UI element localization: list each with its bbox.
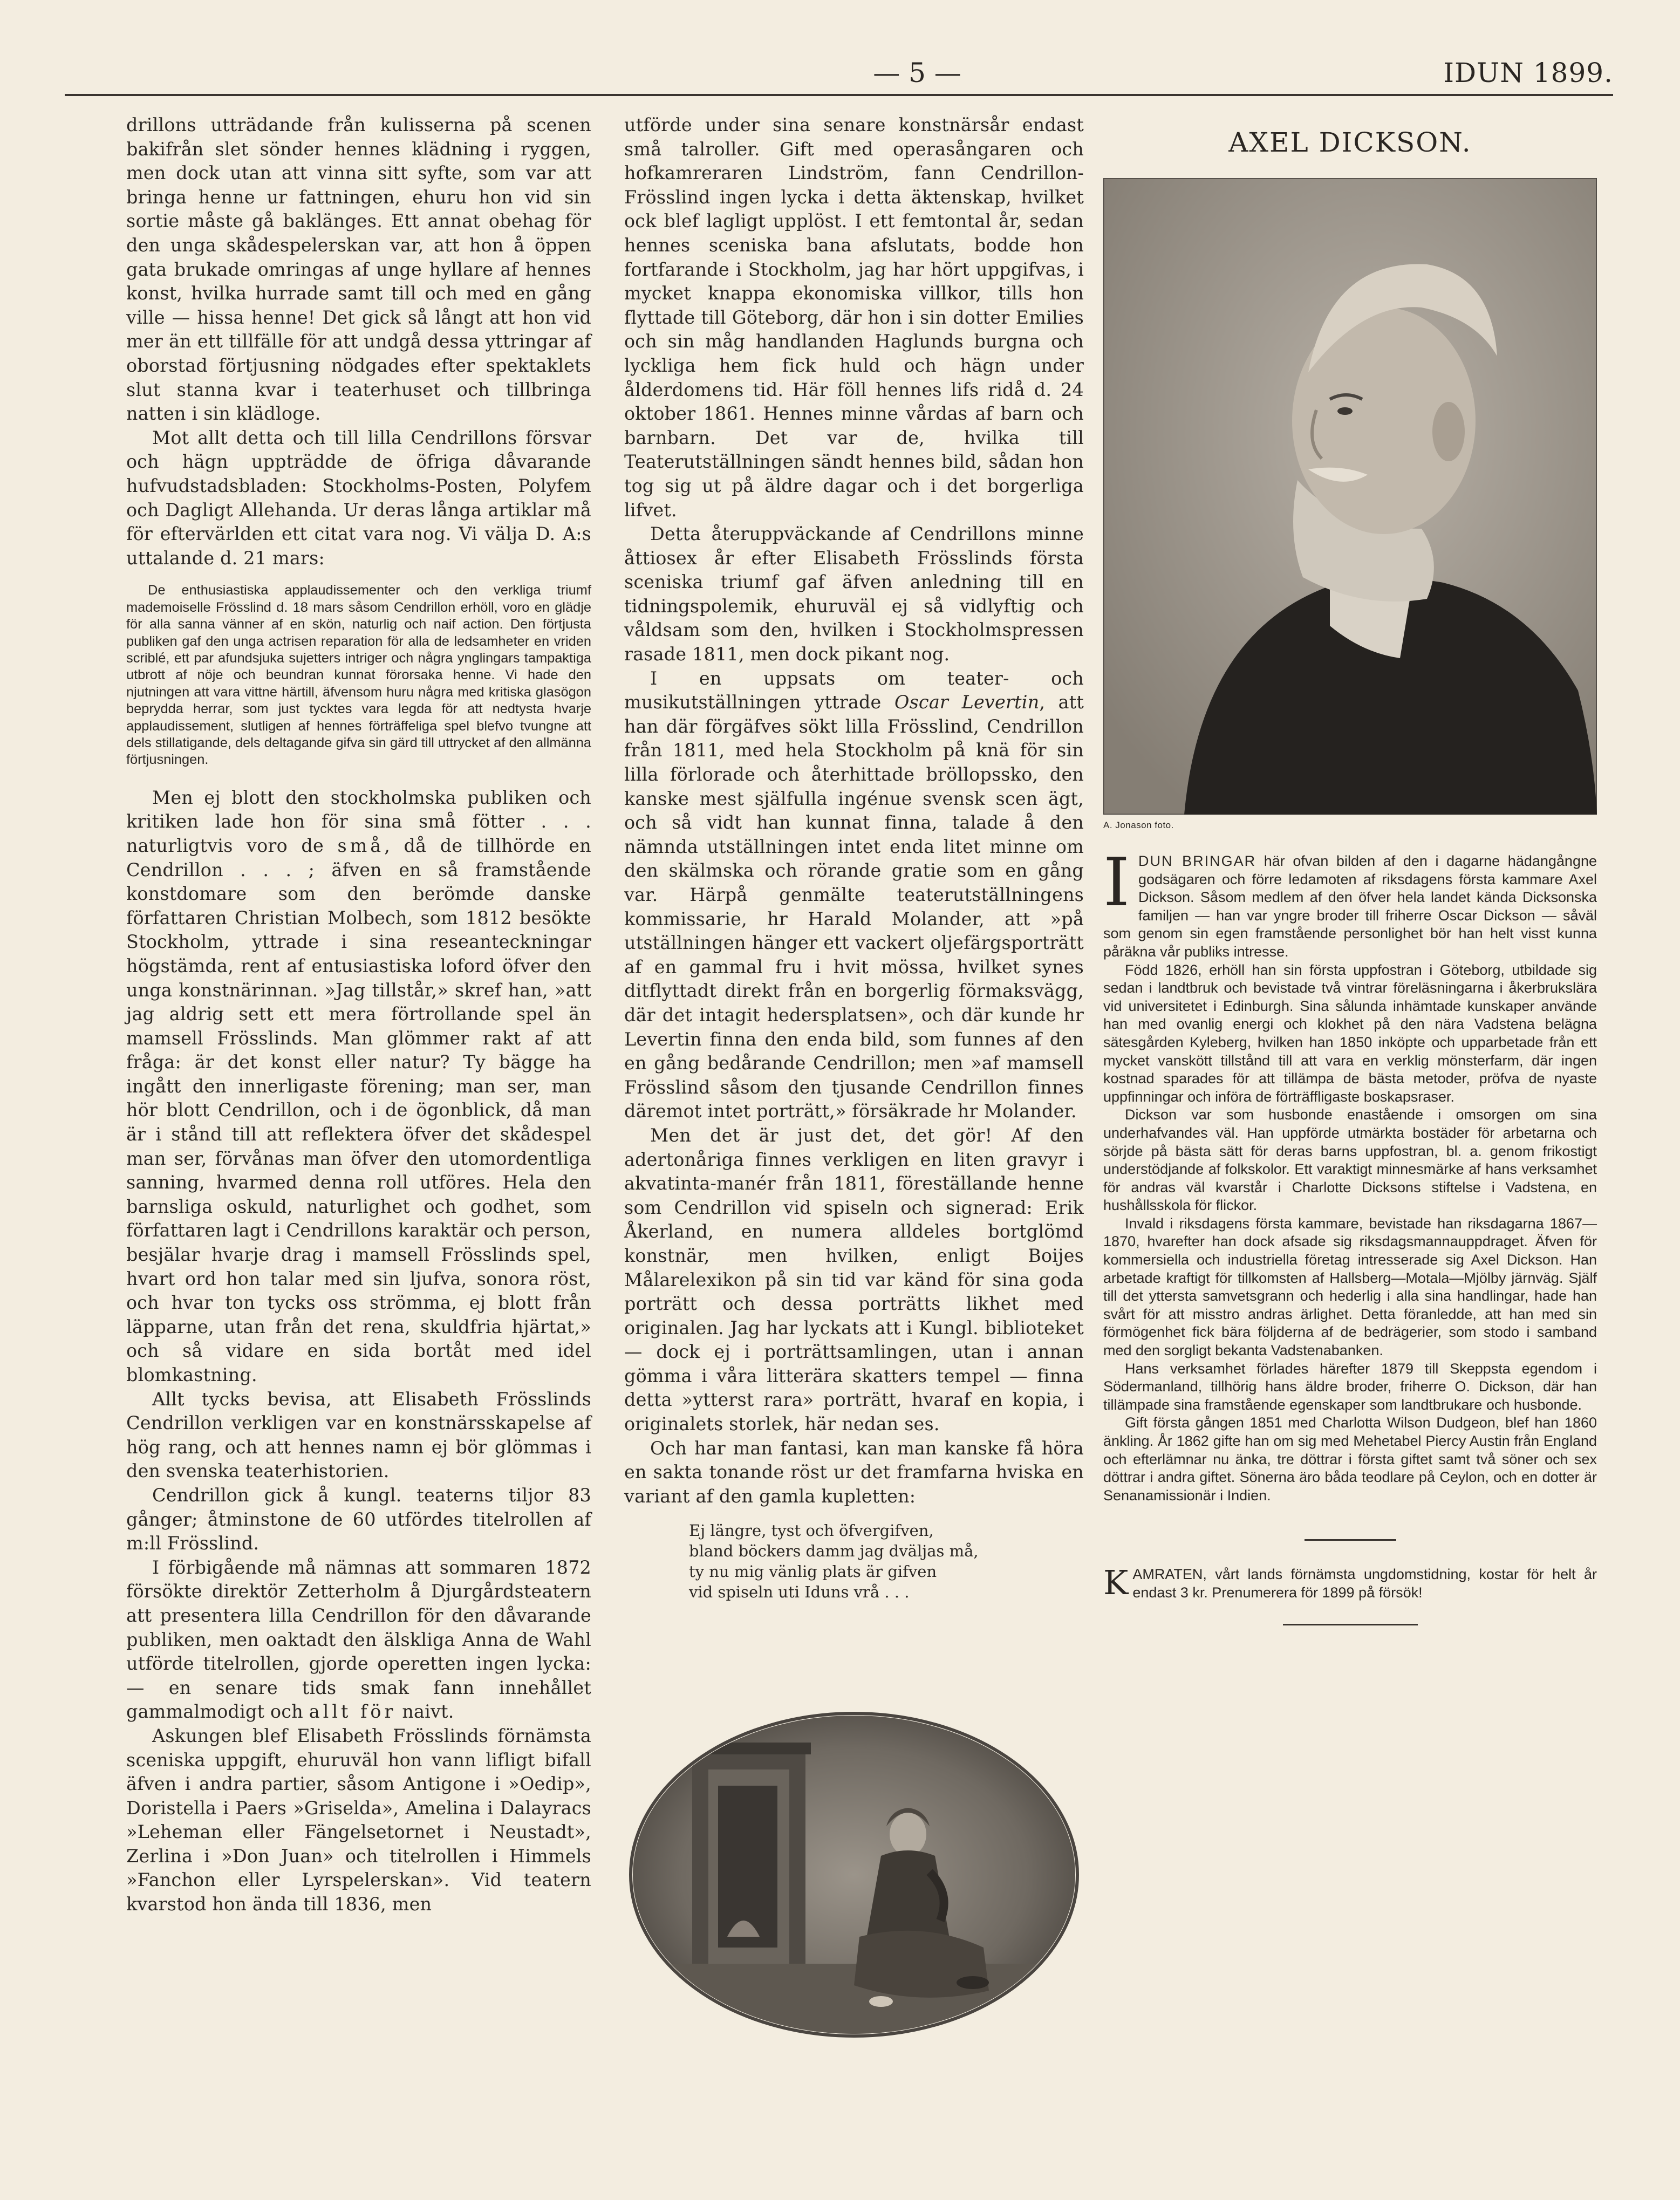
column-2 [624, 113, 1084, 1602]
text-run: , att han där förgäfves sökt lilla Frösslind, Cendrillon från 1811, med hela Stockholm på knä för sin lilla förlorade och återhittade bröllopssko, den kanske mest själfulla ingénue svensk scen ägt, och så vidt han kunnat finna, talade å den nämnda utställningen intet enda litet minne om den skälmska och rörande gratie som en gång var. Härpå genmälte teaterutställningens kommissarie, hr Harald Molander, att »på utställningen hänger ett vackert oljefärgsporträtt af en gammal fru i hvit mössa, hvilket synes ditflyttadt direkt från en borgerlig förmaksvägg, där det intagit hedersplatsen», och där kunde hr Levertin finna den enda bild, som funnes af den en gång bedårande Cendrillon; men »af mamsell Frösslind såsom den tjusande Cendrillon finnes däremot intet porträtt,» försäkrade hr Molander. [624, 692, 1084, 1122]
paragraph: Men det är just det, det gör! Af den adertonåriga finnes verkligen en liten gravyr i akvatinta-manér från 1811, föreställande henne som Cendrillon vid spiseln och signerad: Erik Åkerland, en numera alldeles bortglömd konstnär, men hvilken, enligt Boijes Målarelexikon på sin tid var känd för sina goda porträtt och dessa porträtts likhet med originalen. Jag har lyckats att i Kungl. biblioteket — dock ej i porträttsamlingen, utan i annan gömma i våra litterära skatters tempel — finna detta »ytterst rara» porträtt, hvaraf en kopia, i originalets storlek, här nedan ses. [624, 1124, 1084, 1435]
verse-line: Ej längre, tyst och öfvergifven, [689, 1521, 934, 1540]
spaced-word: allt för [309, 1701, 397, 1723]
running-head: IDUN 1899. [1443, 57, 1613, 88]
portrait-title: AXEL DICKSON. [1228, 127, 1472, 158]
page-header [65, 54, 1613, 96]
page-number: — 5 — [873, 57, 961, 88]
paragraph: Gift första gången 1851 med Charlotta Wilson Dudgeon, blef han 1860 änkling. År 1862 gifte han om sig med Mehetabel Piercy Austin från England och efterlämnar nu änka, tre döttrar i första giftet samt två söner och sex döttrar i andra giftet. Sönerna äro båda teodlare på Ceylon, och en dotter är Senanamissionär i Indien. [1103, 1415, 1597, 1504]
italic-name: Oscar Levertin [894, 692, 1040, 713]
cendrillon-engraving [627, 1710, 1081, 2039]
verse-line: ty nu mig vänlig plats är gifven [689, 1562, 937, 1581]
section-divider [1283, 1624, 1418, 1625]
text-run: I en uppsats om teater- och musikutställningen yttrade [624, 667, 1084, 713]
cendrillon-engraving-image [627, 1710, 1081, 2039]
text-run: Men ej blott den stockholmska publiken och kritiken lade hon för sina små fötter . . . naturligtvis voro de [126, 787, 591, 856]
paragraph: Och har man fantasi, kan man kanske få höra en sakta tonande röst ur det framfarna hviska en variant af den gamla kupletten: [624, 1437, 1084, 1507]
paragraph: Allt tycks bevisa, att Elisabeth Frösslinds Cendrillon verkligen var en konstnärsskapelse af hög rang, och att hennes namn ej bör glömmas i den svenska teaterhistorien. [126, 1388, 591, 1482]
section-divider [1305, 1539, 1396, 1541]
paragraph [126, 1556, 591, 1724]
dickson-biography [1103, 844, 1597, 1505]
drop-cap: I [1103, 844, 1130, 921]
column-2-text [624, 113, 1084, 1508]
paragraph: Askungen blef Elisabeth Frösslinds förnämsta sceniska uppgift, ehuruväl hon vann lifligt bifall äfven i andra partier, såsom Antigone i »Oedip», Doristella i Paers »Griselda», Amelina i Dalayracs »Leheman eller Fängelsetornet i Neustadt», Zerlina i »Don Juan» och titelrollen i Himmels »Fanchon eller Lyrspelerskan». Vid teatern kvarstod hon ända till 1836, men [126, 1725, 591, 1915]
verse-line: bland böckers damm jag dväljas må, [689, 1542, 979, 1561]
paragraph: Mot allt detta och till lilla Cendrillons försvar och hägn uppträdde de öfriga dåvarande hufvudstadsbladen: Stockholms-Posten, Polyfem och Dagligt Allehanda. Ur deras långa artiklar må för eftervärlden ett citat vara nog. Vi välja D. A:s uttalande d. 21 mars: [126, 427, 591, 569]
photo-credit: A. Jonason foto. [1103, 820, 1174, 830]
verse [624, 1520, 1084, 1602]
quote-text: De enthusiastiska applaudissementer och den verkliga triumf mademoiselle Frösslind d. 18 mars såsom Cendrillon erhöll, voro en glädje för alla sanna vänner af en skön, naturlig och naif action. Den förtjusta publiken gaf den unga actrisen reparation för alla de ledsamheter en vriden scriblé, ett par afundsjuka sujetters intriger och några ynglingars tampaktiga utbrott af nöje och beundran kunnat förorsaka henne. Vi hade den njutningen att vara vittne härtill, äfvensom huru några med kritiska glasögon beprydda herrar, som just tycktes vara legda för att nedtysta hvarje applaudissement, slutligen af hennes förträffeliga spel blefvo tvungne att dels stillatigande, dels deltagande gifva sin gärd till uttrycket af den allmänna förtjusningen. [126, 583, 591, 768]
paragraph: Invald i riksdagens första kammare, bevistade han riksdagarna 1867—1870, hvarefter han dock afsade sig riksdagsmannauppdraget. Äfven för kommersiella och industriella företag intresserade sig Axel Dickson. Han arbetade kraftigt för tillkomsten af Hallsberg—Motala—Mjölby järnväg. Själf till det yttersta samvetsgrann och hederlig i alla sina handlingar, hade han svårt för att misstro andras ärlighet. Detta föranledde, att han med sin förmögenhet fick bära följderna af de bedrägerier, som stodo i samband med den sorgligt bekanta Vadstenabanken. [1103, 1215, 1597, 1359]
kamraten-notice [1103, 1563, 1597, 1603]
text-run: I förbigående må nämnas att sommaren 1872 försökte direktör Zetterholm å Djurgårdsteatern att presentera lilla Cendrillon för den dåvarande publiken, men oaktadt den älskliga Anna de Wahl utförde titelrollen, gjorde operetten ingen lycka: — en senare tids smak fann innehållet gammalmodigt och [126, 1556, 591, 1723]
paragraph: Född 1826, erhöll han sin första uppfostran i Göteborg, utbildade sig sedan i landtbruk och bevistade två vintrar föreläsningarna i åkerbrukslära vid universitetet i Edinburgh. Sina sålunda inhämtade kunskaper använde han med ovanlig energi och klokhet på den nära Vadstena belägna sätesgården Kyleberg, hvilken han 1850 inköpte och upparbetade från ett mycket vanskött tillstånd till att vara en verklig mönsterfarm, där ingen kostnad sparades för att tillämpa de bästa metoder, pröfva de nyaste uppfinningar och införa de förträffligaste boskapsraser. [1103, 961, 1597, 1105]
paragraph: Dickson var som husbonde enastående i omsorgen om sina underhafvandes väl. Han uppförde utmärkta bostäder för arbetarna och sörjde på bästa sätt för deras barns uppfostran, bl. a. genom frikostigt understödjande af folkskolor. Ett varaktigt minnesmärke af hans verksamhet för andras väl kvarstår i Charlotte Dicksons stiftelse i Vadstena, en hushållsskola för flickor. [1103, 1106, 1597, 1214]
text-run: naivt. [402, 1701, 454, 1723]
spaced-word: små [337, 835, 385, 856]
header-rule [65, 94, 1613, 96]
column-1-text [126, 113, 591, 570]
paragraph [1103, 1563, 1597, 1603]
paragraph [1103, 844, 1597, 961]
paragraph: Cendrillon gick å kungl. teaterns tiljor 83 gånger; åtminstone de 60 utfördes titelrollen af m:ll Frösslind. [126, 1484, 591, 1554]
verse-line: vid spiseln uti Iduns vrå . . . [689, 1583, 910, 1602]
paragraph: utförde under sina senare konstnärsår endast små talroller. Gift med operasångaren och hofkamreraren Lindström, fann Cendrillon-Frösslind ingen lycka i detta äktenskap, hvilket ock blef lagligt upplöst. I ett femtontal år, sedan hennes sceniska bana afslutats, bodde hon fortfarande i Stockholm, jag har hört uppgifvas, i mycket knappa ekonomiska villkor, tills hon flyttade till Göteborg, där hon i sin dotter Emilies och sin måg handlanden Haglunds burgna och lyckliga hem fick huld och hägn under ålderdomens tid. Här föll hennes lifs ridå d. 24 oktober 1861. Hennes minne vårdas af barn och barnbarn. Det var de, hvilka till Teaterutställningen sändt hennes bild, sådan hon tog sig ut på äldre dagar och i det borgerliga lifvet. [624, 114, 1084, 521]
column-1 [126, 113, 591, 1917]
paragraph: Hans verksamhet förlades härefter 1879 till Skeppsta egendom i Södermanland, tillhörig hans äldre broder, friherre O. Dickson, där han tillämpade sina framstående egenskaper som landtbrukare och husbonde. [1103, 1360, 1597, 1413]
drop-cap: K [1103, 1563, 1129, 1603]
lead-words: DUN BRINGAR [1138, 853, 1256, 869]
axel-dickson-portrait [1103, 178, 1597, 815]
paragraph [126, 786, 591, 1388]
column-3 [1103, 113, 1597, 1625]
column-1-text-continued [126, 786, 591, 1917]
newspaper-quote [126, 582, 591, 768]
paragraph: Detta återuppväckande af Cendrillons minne åttiosex år efter Elisabeth Frösslinds första sceniska triumf gaf äfven anledning till en tidningspolemik, ehuruväl ej så vidlyftig och våldsam som den, hvilken i Stockholmspressen rasade 1811, men dock pikant nog. [624, 523, 1084, 665]
paragraph: drillons utträdande från kulisserna på scenen bakifrån slet sönder hennes klädning i ryggen, men dock utan att vinna sitt syfte, som var att bringa henne ur fattningen, ehuru hon vid sin sortie måste gå baklänges. Ett annat obehag för den unga skådespelerskan var, att hon å öppen gata brukade omringas af unge hyllare af hennes konst, hvilka hurrade samt till och med en gång ville — hissa henne! Det gick så långt att hon vid mer än ett tillfälle för att undgå dessa yttringar af oborstad förtjusning nödgades efter spektaklets slut stanna kvar i teaterhuset och tillbringa natten i sin klädloge. [126, 114, 591, 425]
text-run: , då de tillhörde en Cendrillon . . . ; äfven en så framstående konstdomare som den berömde danske författaren Christian Molbech, som 1812 besökte Stockholm, yttrade i sina reseanteckningar högstämda, rent af entusiastiska loford öfver den unga konstnärinnan. »Jag tillstår,» skref han, »att jag aldrig sett ett mera förtrollande spel än mamsell Frösslinds. Man glömmer rakt af att fråga: är det konst eller natur? Ty bägge ha ingått den innerligaste förening; man ser, man hör blott Cendrillon, och i de ögonblick, då man är i stånd till att reflektera öfver det skådespel man ser, förvånas man öfver den utomordentliga sanning, hvarmed denna roll utföres. Hela den barnsliga oskuld, naturlighet och godhet, som författaren lagt i Cendrillons karaktär och person, besjälar hvarje drag i mamsell Frösslinds spel, hvart ord hon talar med sin ljufva, sonora röst, och hvar ton tycks oss strömma, ej blott från läpparne, utan från det rena, skuldfria hjärtat,» och så vidare en sida bortåt med idel blomkastning. [126, 835, 591, 1385]
text-run: här ofvan bilden af den i dagarne hädangångne godsägaren och förre ledamoten af riksdagens första kammare Axel Dickson. Såsom medlem af den öfver hela landet kända Dicksonska familjen — han var yngre broder till friherre Oscar Dickson — såväl som genom sin egen framstående personlighet bör han helt visst kunna påräkna vår publiks intresse. [1103, 853, 1597, 960]
paragraph [624, 667, 1084, 1124]
text-run: AMRATEN, vårt lands förnämsta ungdomstidning, kostar för helt år endast 3 kr. Prenumerera för 1899 på försök! [1132, 1566, 1597, 1601]
